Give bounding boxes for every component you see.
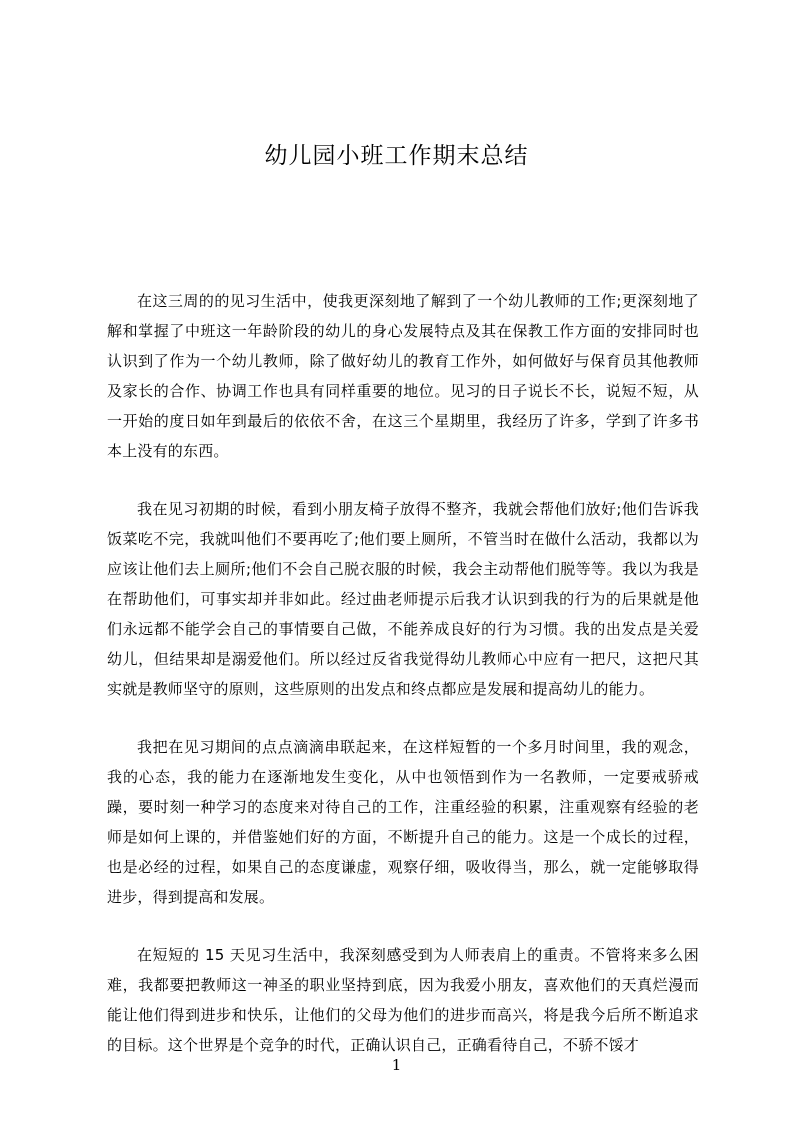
paragraph-2: 我在见习初期的时候，看到小朋友椅子放得不整齐，我就会帮他们放好;他们告诉我饭菜吃不完，我就叫他们不要再吃了;他们要上厕所，不管当时在做什么活动，我都以为应该让他们去上厕所;他们不会自己脱衣服的时候，我会主动帮他们脱等等。我以为我是在帮助他们，可事实却并非如此。经过曲老师提示后我才认识到我的行为的后果就是他们永远都不能学会自己的事情要自己做，不能养成良好的行为习惯。我的出发点是关爱幼儿，但结果却是溺爱他们。所以经过反省我觉得幼儿教师心中应有一把尺，这把尺其实就是教师坚守的原则，这些原则的出发点和终点都应是发展和提高幼儿的能力。 <box>107 500 699 698</box>
paragraph-1: 在这三周的的见习生活中，使我更深刻地了解到了一个幼儿教师的工作;更深刻地了解和掌握了中班这一年龄阶段的幼儿的身心发展特点及其在保教工作方面的安排同时也认识到了作为一个幼儿教师，除了做好幼儿的教育工作外，如何做好与保育员其他教师及家长的合作、协调工作也具有同样重要的地位。见习的日子说长不长，说短不短，从一开始的度日如年到最后的依依不舍，在这三个星期里，我经历了许多，学到了许多书本上没有的东西。 <box>107 292 699 460</box>
document-body <box>107 286 699 1088</box>
paragraph-4: 在短短的 15 天见习生活中，我深刻感受到为人师表肩上的重责。不管将来多么困难，我都要把教师这一神圣的职业坚持到底，因为我爱小朋友，喜欢他们的天真烂漫而能让他们得到进步和快乐，让他们的父母为他们的进步而高兴，将是我今后所不断追求的目标。这个世界是个竞争的时代，正确认识自己，正确看待自己，不骄不馁才 <box>107 946 699 1054</box>
page-number: 1 <box>391 1056 402 1074</box>
paragraph-3: 我把在见习期间的点点滴滴串联起来，在这样短暂的一个多月时间里，我的观念，我的心态，我的能力在逐渐地发生变化，从中也领悟到作为一名教师，一定要戒骄戒躁，要时刻一种学习的态度来对待自己的工作，注重经验的积累，注重观察有经验的老师是如何上课的，并借鉴她们好的方面，不断提升自己的能力。这是一个成长的过程，也是必经的过程，如果自己的态度谦虚，观察仔细，吸收得当，那么，就一定能够取得进步，得到提高和发展。 <box>107 738 699 906</box>
document-title: 幼儿园小班工作期末总结 <box>264 143 529 169</box>
